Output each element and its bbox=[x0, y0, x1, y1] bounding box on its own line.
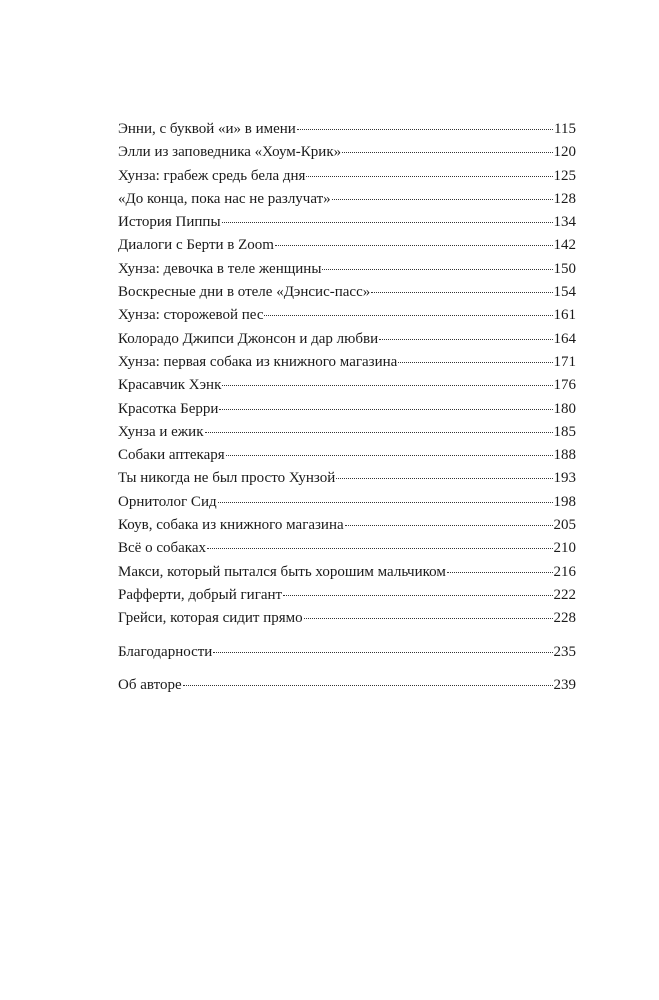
toc-entry-hunza-bookshop[interactable] bbox=[118, 351, 576, 374]
toc-entry-elli[interactable] bbox=[118, 141, 576, 164]
toc-entry-annie[interactable] bbox=[118, 118, 576, 141]
dot-leader bbox=[218, 502, 553, 503]
toc-entry-rafferty[interactable] bbox=[118, 584, 576, 607]
toc-entry-page: 228 bbox=[553, 610, 576, 627]
toc-entry-title: Благодарности bbox=[118, 643, 213, 660]
toc-entry-title: Энни, с буквой «и» в имени bbox=[118, 121, 296, 137]
toc-entry-never-just-hunza[interactable] bbox=[118, 467, 576, 490]
toc-entry-title: Об авторе bbox=[118, 676, 182, 693]
toc-entry-title: Хунза: девочка в теле женщины bbox=[118, 260, 322, 277]
toc-entry-page: 154 bbox=[553, 284, 576, 301]
toc-entry-page: 222 bbox=[553, 586, 576, 603]
dot-leader bbox=[345, 525, 553, 526]
toc-entry-title: Хунза: первая собака из книжного магазина bbox=[118, 353, 398, 370]
toc-entry-hank[interactable] bbox=[118, 374, 576, 397]
toc-entry-berry[interactable] bbox=[118, 398, 576, 421]
dot-leader bbox=[398, 362, 552, 363]
dot-leader bbox=[226, 455, 553, 456]
toc-entry-hunza-robbery[interactable] bbox=[118, 165, 576, 188]
toc-entry-page: 180 bbox=[553, 400, 576, 417]
dot-leader bbox=[205, 432, 553, 433]
dot-leader bbox=[322, 269, 552, 270]
table-of-contents bbox=[118, 118, 576, 697]
dot-leader bbox=[283, 595, 552, 596]
toc-entry-title: Орнитолог Сид bbox=[118, 493, 217, 510]
toc-entry-page: 216 bbox=[553, 563, 576, 580]
toc-entry-dansey-pass[interactable] bbox=[118, 281, 576, 304]
toc-entry-page: 235 bbox=[553, 643, 576, 660]
toc-entry-title: История Пиппы bbox=[118, 214, 221, 231]
toc-entry-gracie[interactable] bbox=[118, 607, 576, 630]
dot-leader bbox=[183, 685, 553, 686]
dot-leader bbox=[297, 129, 553, 130]
toc-entry-title: Всё о собаках bbox=[118, 540, 206, 557]
toc-entry-title: «До конца, пока нас не разлучат» bbox=[118, 190, 331, 207]
toc-entry-page: 134 bbox=[553, 214, 576, 231]
toc-entry-title: Красавчик Хэнк bbox=[118, 377, 222, 394]
toc-entry-page: 205 bbox=[553, 517, 576, 534]
toc-entry-page: 120 bbox=[553, 144, 576, 161]
dot-leader bbox=[219, 409, 552, 410]
toc-entry-title: Грейси, которая сидит прямо bbox=[118, 610, 303, 627]
toc-entry-title: Воскресные дни в отеле «Дэнсис-пасс» bbox=[118, 284, 371, 301]
toc-entry-title: Хунза: грабеж средь бела дня bbox=[118, 167, 306, 184]
toc-entry-page: 198 bbox=[553, 493, 576, 510]
dot-leader bbox=[306, 176, 552, 177]
toc-entry-till-death[interactable] bbox=[118, 188, 576, 211]
dot-leader bbox=[275, 245, 553, 246]
toc-entry-maxi[interactable] bbox=[118, 561, 576, 584]
toc-entry-colorado-gypsy[interactable] bbox=[118, 328, 576, 351]
dot-leader bbox=[207, 548, 553, 549]
toc-entry-page: 210 bbox=[553, 540, 576, 557]
dot-leader bbox=[213, 652, 552, 653]
dot-leader bbox=[371, 292, 552, 293]
dot-leader bbox=[304, 618, 553, 619]
section-gap bbox=[118, 631, 576, 641]
dot-leader bbox=[332, 199, 553, 200]
toc-entry-page: 161 bbox=[553, 307, 576, 324]
toc-entry-hunza-girl[interactable] bbox=[118, 258, 576, 281]
toc-entry-title: Коув, собака из книжного магазина bbox=[118, 517, 344, 534]
toc-entry-title: Хунза: сторожевой пес bbox=[118, 307, 264, 324]
toc-entry-page: 115 bbox=[554, 121, 576, 137]
toc-entry-sid[interactable] bbox=[118, 491, 576, 514]
toc-entry-title: Ты никогда не был просто Хунзой bbox=[118, 470, 336, 487]
toc-entry-title: Диалоги с Берти в Zoom bbox=[118, 237, 274, 254]
toc-entry-hunza-watchdog[interactable] bbox=[118, 304, 576, 327]
toc-entry-page: 150 bbox=[553, 260, 576, 277]
toc-entry-berti-zoom[interactable] bbox=[118, 234, 576, 257]
toc-entry-page: 176 bbox=[553, 377, 576, 394]
toc-entry-page: 185 bbox=[553, 423, 576, 440]
toc-entry-page: 142 bbox=[553, 237, 576, 254]
toc-entry-all-about-dogs[interactable] bbox=[118, 537, 576, 560]
toc-entry-page: 171 bbox=[553, 353, 576, 370]
toc-entry-page: 128 bbox=[553, 190, 576, 207]
toc-entry-page: 188 bbox=[553, 447, 576, 464]
dot-leader bbox=[222, 385, 552, 386]
toc-entry-pippa[interactable] bbox=[118, 211, 576, 234]
toc-entry-about-author[interactable] bbox=[118, 674, 576, 697]
dot-leader bbox=[336, 478, 552, 479]
toc-entry-page: 239 bbox=[553, 676, 576, 693]
toc-entry-page: 193 bbox=[553, 470, 576, 487]
toc-entry-cove[interactable] bbox=[118, 514, 576, 537]
dot-leader bbox=[264, 315, 552, 316]
dot-leader bbox=[447, 572, 553, 573]
toc-entry-title: Собаки аптекаря bbox=[118, 447, 225, 464]
toc-entry-title: Колорадо Джипси Джонсон и дар любви bbox=[118, 330, 379, 347]
toc-entry-page: 125 bbox=[553, 167, 576, 184]
toc-entry-title: Макси, который пытался быть хорошим мальчиком bbox=[118, 563, 446, 580]
dot-leader bbox=[379, 339, 552, 340]
toc-entry-title: Хунза и ежик bbox=[118, 423, 204, 440]
dot-leader bbox=[342, 152, 552, 153]
toc-entry-apothecary-dogs[interactable] bbox=[118, 444, 576, 467]
toc-entry-hunza-hedgehog[interactable] bbox=[118, 421, 576, 444]
section-gap bbox=[118, 664, 576, 674]
toc-entry-title: Рафферти, добрый гигант bbox=[118, 586, 283, 603]
dot-leader bbox=[222, 222, 553, 223]
toc-entry-page: 164 bbox=[553, 330, 576, 347]
toc-entry-acknowledgements[interactable] bbox=[118, 641, 576, 664]
toc-entry-title: Элли из заповедника «Хоум-Крик» bbox=[118, 144, 342, 161]
toc-entry-title: Красотка Берри bbox=[118, 400, 219, 417]
